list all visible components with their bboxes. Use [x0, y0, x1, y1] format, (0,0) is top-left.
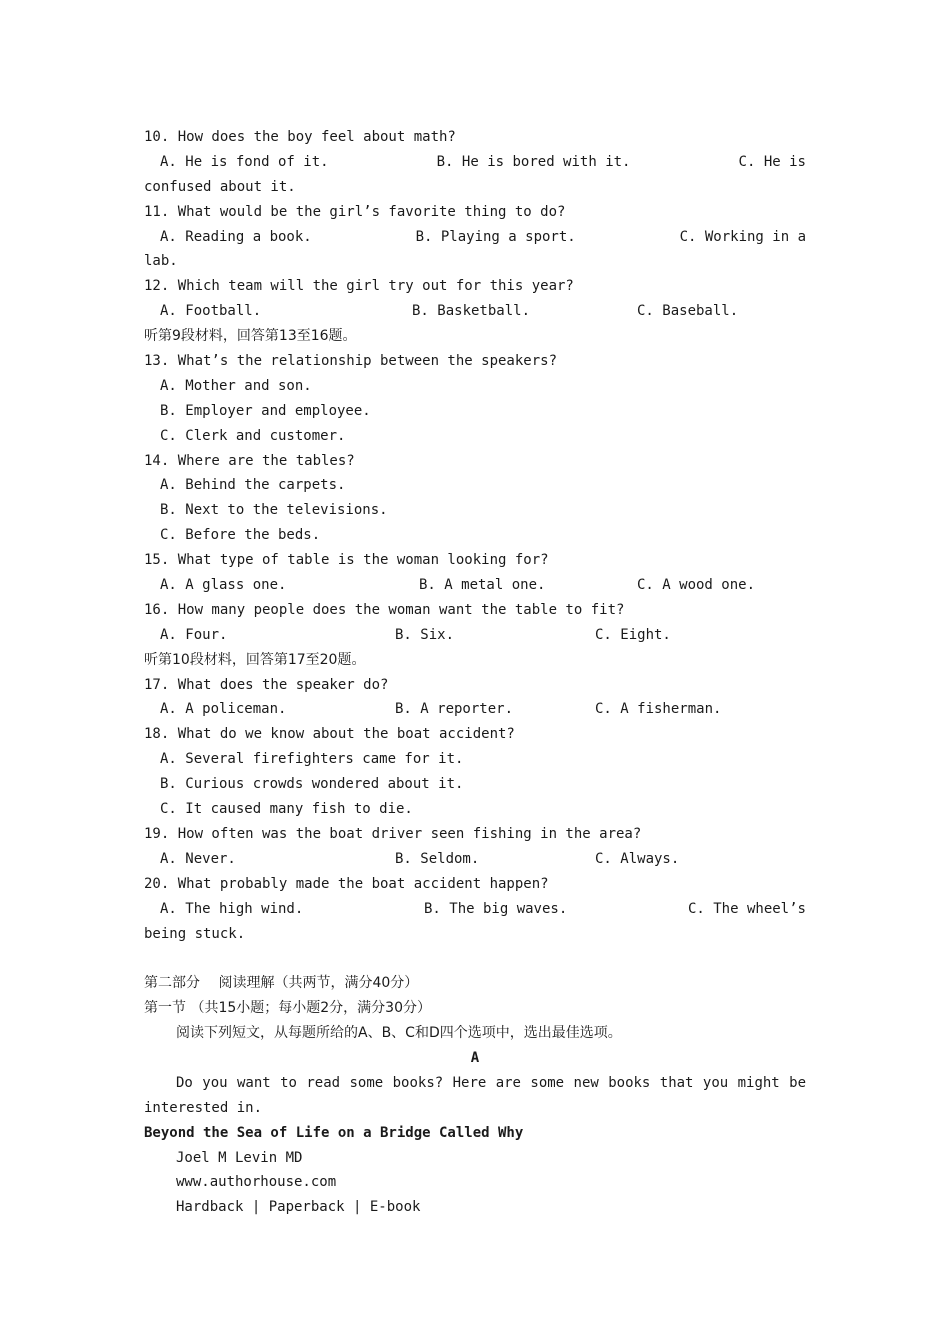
option-c: C. He is [738, 153, 806, 170]
option-c: C. Baseball. [637, 303, 739, 320]
reading-instruction: 阅读下列短文，从每题所给的A、B、C和D四个选项中，选出最佳选项。 [176, 1025, 622, 1042]
option-a: A. A glass one. [160, 577, 287, 594]
option-b: B. Seldom. [395, 850, 480, 867]
question-11-stem: 11. What would be the girl’s favorite thing to do? [144, 203, 566, 220]
option-b: B. Basketball. [412, 303, 531, 320]
question-16-stem: 16. How many people does the woman want the table to fit? [144, 601, 625, 618]
option-b: B. Next to the televisions. [160, 502, 388, 519]
question-19-stem: 19. How often was the boat driver seen fishing in the area? [144, 825, 642, 842]
question-14-stem: 14. Where are the tables? [144, 452, 355, 469]
book-title: Beyond the Sea of Life on a Bridge Called Why [144, 1124, 524, 1141]
question-16-options [144, 623, 806, 648]
option-a: A. Never. [160, 850, 236, 867]
section-9-heading: 听第9段材料，回答第13至16题。 [144, 328, 357, 345]
option-a: A. Football. [160, 303, 262, 320]
question-15-stem: 15. What type of table is the woman looking for? [144, 552, 549, 569]
option-b: B. He is bored with it. [436, 153, 631, 170]
question-20-options [144, 897, 806, 922]
option-b: B. Employer and employee. [160, 402, 371, 419]
question-20-stem: 20. What probably made the boat accident happen? [144, 875, 549, 892]
option-c: C. Clerk and customer. [160, 427, 346, 444]
part-2-section-1-heading: 第一节 （共15小题；每小题2分，满分30分） [144, 1000, 431, 1017]
option-b: B. Six. [395, 626, 455, 643]
question-17-options [144, 697, 806, 722]
option-b: B. Curious crowds wondered about it. [160, 776, 464, 793]
option-a: A. Four. [160, 626, 228, 643]
option-b: B. A metal one. [419, 577, 546, 594]
option-c: C. Always. [595, 850, 680, 867]
option-a: A. The high wind. [160, 900, 304, 917]
option-c-continued: being stuck. [144, 925, 246, 942]
spacer [144, 946, 806, 971]
part-2-heading: 第二部分 阅读理解（共两节，满分40分） [144, 975, 419, 992]
section-10-heading: 听第10段材料，回答第17至20题。 [144, 651, 366, 668]
question-13-stem: 13. What’s the relationship between the speakers? [144, 353, 558, 370]
option-a: A. He is fond of it. [160, 153, 329, 170]
question-11-options [144, 225, 806, 250]
option-b: B. A reporter. [395, 701, 514, 718]
question-15-options [144, 573, 806, 598]
option-b: B. The big waves. [423, 900, 568, 917]
option-a: A. Reading a book. [160, 228, 312, 245]
option-a: A. Mother and son. [160, 377, 312, 394]
option-c: C. Working in a [679, 228, 806, 245]
option-a: A. Behind the carpets. [160, 477, 346, 494]
page-content [144, 125, 806, 1220]
book-author: Joel M Levin MD [176, 1149, 303, 1166]
option-c: C. A fisherman. [595, 701, 722, 718]
book-website: www.authorhouse.com [176, 1174, 337, 1191]
option-a: A. Several firefighters came for it. [160, 751, 464, 768]
question-19-options [144, 847, 806, 872]
question-10-stem: 10. How does the boy feel about math? [144, 129, 456, 145]
option-b: B. Playing a sport. [415, 228, 576, 245]
question-18-stem: 18. What do we know about the boat accident? [144, 726, 515, 743]
question-17-stem: 17. What does the speaker do? [144, 676, 389, 693]
option-a: A. A policeman. [160, 701, 287, 718]
option-c: C. The wheel’s [687, 900, 806, 917]
option-c-continued: confused about it. [144, 178, 296, 195]
option-c: C. A wood one. [637, 577, 756, 594]
option-c: C. Before the beds. [160, 527, 321, 544]
option-c: C. Eight. [595, 626, 671, 643]
passage-intro: Do you want to read some books? Here are some new books that you might be interested in. [144, 1074, 806, 1116]
passage-label: A [470, 1049, 480, 1066]
question-12-stem: 12. Which team will the girl try out for this year? [144, 278, 574, 295]
question-10-options [144, 150, 806, 175]
question-12-options [144, 299, 806, 324]
book-formats: Hardback | Paperback | E-book [176, 1199, 421, 1216]
option-c-continued: lab. [144, 253, 178, 270]
option-c: C. It caused many fish to die. [160, 801, 413, 818]
